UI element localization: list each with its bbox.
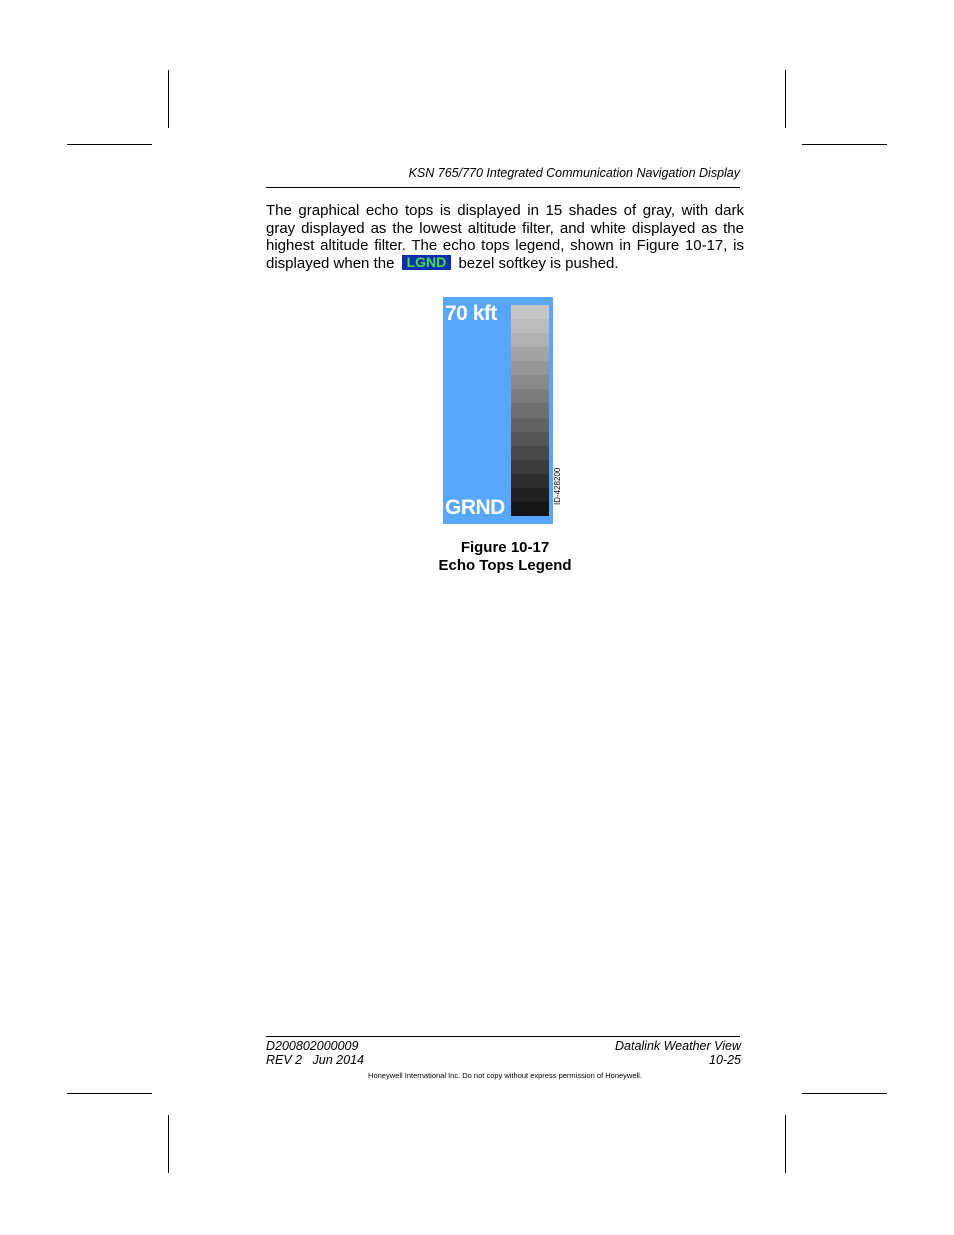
legend-swatch: [511, 389, 549, 403]
legend-swatch: [511, 488, 549, 502]
legend-swatch: [511, 460, 549, 474]
body-text-after: bezel softkey is pushed.: [458, 254, 619, 272]
body-paragraph: [266, 202, 744, 272]
crop-mark: [802, 144, 887, 145]
echo-tops-legend: [443, 297, 553, 524]
lgnd-softkey: LGND: [402, 255, 452, 270]
revision: REV 2 Jun 2014: [266, 1053, 364, 1067]
page-number: 10-25: [709, 1053, 741, 1067]
header-rule: [266, 187, 740, 188]
crop-mark: [785, 1115, 786, 1173]
crop-mark: [67, 144, 152, 145]
legend-top-label: 70 kft: [445, 302, 497, 325]
body-text-before: The graphical echo tops is displayed in 15 shades of gray, with dark gray displayed as the lowest altitude filter, and white displayed as the highest altitude filter. The echo tops legend, shown in Figure 10-17, is displayed when the: [266, 202, 744, 272]
doc-number: D200802000009: [266, 1039, 359, 1053]
crop-mark: [168, 70, 169, 128]
section-name: Datalink Weather View: [615, 1039, 741, 1053]
legend-swatch: [511, 347, 549, 361]
crop-mark: [67, 1093, 152, 1094]
legend-swatch: [511, 403, 549, 417]
copyright-notice: Honeywell International Inc. Do not copy without express permission of Honeywell.: [368, 1071, 642, 1080]
legend-swatch: [511, 361, 549, 375]
crop-mark: [785, 70, 786, 128]
footer-rule: [266, 1036, 740, 1037]
legend-swatch: [511, 333, 549, 347]
legend-swatch: [511, 418, 549, 432]
footer-right: [540, 1039, 741, 1067]
footer-left: [266, 1039, 364, 1067]
legend-swatch: [511, 375, 549, 389]
legend-gray-scale: [511, 305, 549, 516]
legend-swatch: [511, 502, 549, 516]
figure-number: Figure 10-17: [460, 539, 550, 556]
legend-swatch: [511, 474, 549, 488]
legend-swatch: [511, 305, 549, 319]
crop-mark: [168, 1115, 169, 1173]
figure-id: ID-428200: [553, 467, 562, 505]
legend-bottom-label: GRND: [445, 496, 505, 519]
running-header: KSN 765/770 Integrated Communication Navigation Display: [408, 166, 740, 180]
legend-swatch: [511, 432, 549, 446]
figure-caption: [380, 539, 630, 575]
legend-swatch: [511, 446, 549, 460]
crop-mark: [802, 1093, 887, 1094]
legend-swatch: [511, 319, 549, 333]
figure-title: Echo Tops Legend: [438, 557, 572, 574]
